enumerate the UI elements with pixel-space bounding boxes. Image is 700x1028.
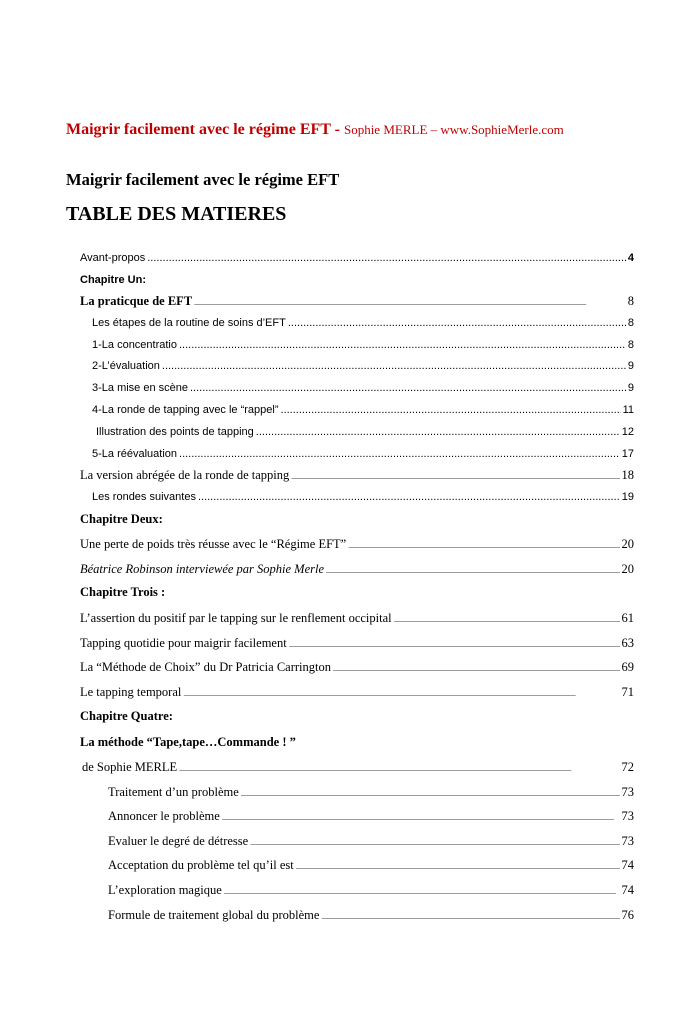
toc-entry-evaluer[interactable] xyxy=(108,832,634,850)
toc-leader xyxy=(162,357,626,375)
toc-entry-mise-en-scene[interactable] xyxy=(92,379,634,397)
toc-page-number: 20 xyxy=(621,537,634,551)
toc-entry-ronde[interactable] xyxy=(92,401,634,419)
toc-entry-text: 3-La mise en scène xyxy=(92,382,188,394)
toc-entry-reevaluation[interactable] xyxy=(92,445,634,463)
toc-entry-etapes[interactable] xyxy=(92,314,634,332)
toc-entry-text: 4-La ronde de tapping avec le “rappel” xyxy=(92,404,279,416)
toc-leader xyxy=(394,609,620,630)
toc-entry-version-abregee[interactable] xyxy=(80,466,634,484)
running-header xyxy=(66,121,564,139)
toc-leader xyxy=(326,560,619,581)
toc-leader xyxy=(291,466,619,487)
toc-entry-text: 1-La concentratio xyxy=(92,339,177,351)
toc-leader xyxy=(241,783,620,804)
toc-entry-text: Annoncer le problème xyxy=(108,809,220,823)
toc-leader xyxy=(194,292,626,313)
toc-chapter-deux: Chapitre Deux: xyxy=(80,512,163,526)
toc-page-number: 72 xyxy=(621,760,634,774)
header-title: Maigrir facilement avec le régime EFT xyxy=(66,121,331,138)
toc-page-number: 12 xyxy=(621,426,634,438)
toc-page-number: 17 xyxy=(621,448,634,460)
toc-entry-traitement[interactable] xyxy=(108,783,634,801)
toc-leader xyxy=(296,856,620,877)
toc-entry-text: Avant-propos xyxy=(80,252,146,264)
toc-title: TABLE DES MATIERES xyxy=(66,203,287,225)
toc-entry-perte-de-poids[interactable] xyxy=(80,535,634,553)
toc-entry-text: de Sophie MERLE xyxy=(82,760,178,774)
toc-page-number: 73 xyxy=(621,785,634,799)
toc-page-number: 61 xyxy=(621,611,634,625)
toc-entry-text: Les étapes de la routine de soins d’EFT xyxy=(92,317,286,329)
toc-page-number: 20 xyxy=(621,562,634,576)
toc-page-number: 9 xyxy=(627,382,634,394)
toc-entry-text: L’assertion du positif par le tapping sur le renflement occipital xyxy=(80,611,392,625)
toc-page-number: 4 xyxy=(627,252,634,264)
toc-page-number: 74 xyxy=(621,883,634,897)
toc-section-methode-tape: La méthode “Tape,tape…Commande ! ” xyxy=(80,735,296,749)
toc-page-number: 11 xyxy=(622,404,634,416)
toc-entry-assertion[interactable] xyxy=(80,609,634,627)
toc-entry-methode-choix[interactable] xyxy=(80,658,634,676)
toc-page-number: 74 xyxy=(621,858,634,872)
toc-entry-text: La “Méthode de Choix” du Dr Patricia Carrington xyxy=(80,660,331,674)
toc-entry-text: Le tapping temporal xyxy=(80,685,182,699)
toc-entry-text: Traitement d’un problème xyxy=(108,785,239,799)
toc-leader xyxy=(250,832,619,853)
toc-page-number: 71 xyxy=(621,685,634,699)
toc-entry-avant-propos[interactable] xyxy=(80,249,634,267)
toc-entry-text: Evaluer le degré de détresse xyxy=(108,834,249,848)
document-title: Maigrir facilement avec le régime EFT xyxy=(66,170,340,189)
toc-chapter-trois: Chapitre Trois : xyxy=(80,585,166,599)
toc-leader xyxy=(183,683,619,704)
toc-entry-annoncer[interactable] xyxy=(108,807,634,825)
toc-page-number: 8 xyxy=(627,317,634,329)
toc-entry-text: Une perte de poids très réusse avec le “Régime EFT” xyxy=(80,537,347,551)
toc-entry-concentratio[interactable] xyxy=(92,336,634,354)
toc-entry-exploration[interactable] xyxy=(108,881,634,899)
toc-leader xyxy=(190,379,626,397)
toc-entry-de-sophie[interactable] xyxy=(82,758,634,776)
toc-page-number: 76 xyxy=(621,908,634,922)
toc-leader xyxy=(179,758,619,779)
header-subtitle: Sophie MERLE – www.SophieMerle.com xyxy=(343,122,564,137)
toc-page-number: 8 xyxy=(627,294,634,308)
toc-page-number: 73 xyxy=(621,834,634,848)
toc-leader xyxy=(348,535,619,556)
toc-page-number: 9 xyxy=(627,360,634,372)
toc-entry-text: Illustration des points de tapping xyxy=(96,426,254,438)
toc-leader xyxy=(281,401,621,419)
toc-entry-tapping-temporal[interactable] xyxy=(80,683,634,701)
toc-entry-text: La version abrégée de la ronde de tapping xyxy=(80,468,290,482)
toc-entry-text: L’exploration magique xyxy=(108,883,222,897)
toc-entry-text: Formule de traitement global du problème xyxy=(108,908,320,922)
toc-leader xyxy=(288,314,626,332)
toc-entry-text: Béatrice Robinson interviewée par Sophie Merle xyxy=(80,562,325,576)
toc-leader xyxy=(179,445,620,463)
toc-entry-text: Les rondes suivantes xyxy=(92,491,196,503)
toc-leader xyxy=(198,488,620,506)
toc-page-number: 63 xyxy=(621,636,634,650)
toc-leader xyxy=(147,249,626,267)
toc-leader xyxy=(179,336,626,354)
toc-chapter-un: Chapitre Un: xyxy=(80,274,146,286)
toc-leader xyxy=(333,658,620,679)
toc-page-number: 18 xyxy=(621,468,634,482)
toc-entry-rondes-suivantes[interactable] xyxy=(92,488,634,506)
toc-entry-praticque[interactable] xyxy=(80,292,634,310)
toc-entry-text: Acceptation du problème tel qu’il est xyxy=(108,858,294,872)
toc-entry-text: Tapping quotidie pour maigrir facilement xyxy=(80,636,287,650)
toc-leader xyxy=(224,881,620,902)
header-separator: - xyxy=(330,121,344,138)
toc-chapter-quatre: Chapitre Quatre: xyxy=(80,709,173,723)
toc-entry-evaluation[interactable] xyxy=(92,357,634,375)
toc-entry-text: 5-La réévaluation xyxy=(92,448,178,460)
toc-entry-tapping-quotidie[interactable] xyxy=(80,634,634,652)
toc-leader xyxy=(289,634,620,655)
toc-entry-acceptation[interactable] xyxy=(108,856,634,874)
toc-leader xyxy=(222,807,620,828)
toc-page-number: 73 xyxy=(621,809,634,823)
toc-leader xyxy=(256,423,620,441)
toc-entry-beatrice[interactable] xyxy=(80,560,634,578)
toc-page-number: 8 xyxy=(627,339,634,351)
toc-page-number: 19 xyxy=(621,491,634,503)
toc-entry-text: La praticque de EFT xyxy=(80,294,193,308)
toc-leader xyxy=(321,906,619,927)
toc-page-number: 69 xyxy=(621,660,634,674)
toc-entry-illustration[interactable] xyxy=(96,423,634,441)
toc-entry-text: 2-L’évaluation xyxy=(92,360,160,372)
toc-entry-formule[interactable] xyxy=(108,906,634,924)
